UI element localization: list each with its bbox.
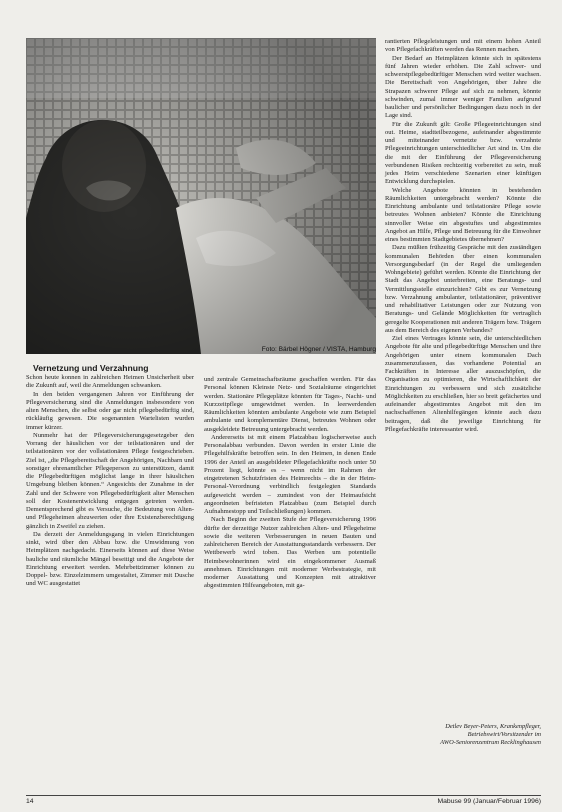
paragraph: Ziel eines Vertrages könnte sein, die unterschiedlichen Angebote für alte und pflegebedürftige Menschen und ihre Angehörigen unter einem kommunalen Dach zusammenzufassen, das vorhandene Potential an Fachkräften in Interesse aller auszuschöpfen, die Organisation zu optimieren, die Wirtschaftlichkeit der Einrichtungen zu verbessern und sich zusätzliche Möglichkeiten zu erschließen, hier so breit gefächertes und aufeinander abgestimmtes Angebot mit den im nachschaffenen Altenhilfegängen könnte auch dazu beitragen, daß die jeweilige Einrichtung für Pflegefachkräfte interessanter wird.	[385, 335, 541, 433]
paragraph: Nunmehr hat der Pflegeversicherungsgesetzgeber den Vorrang der häuslichen vor der teilstationären und der teilstationären vor der vollstationären Pflege festgeschrieben. Ziel ist, „die Pflegebereitschaft der Angehörigen, Nachbarn und sonstiger ehrenamtlicher Pflegeperson zu unterstützen, damit die Pflegebedürftigen möglichst lange in ihrer häuslichen Umgebung bleiben können.“ Angesichts der Zunahme in der Zahl und der Schwere von Pflegebedürftigkeit alter Menschen soll der Kostenentwicklung entgegen getreten werden. Dementsprechend gibt es Versuche, die Bedeutung von Alten- und Pflegeheimen abzuwerten oder ihre Existenzberechtigung gänzlich in Zweifel zu ziehen.	[26, 431, 194, 530]
paragraph: Welche Angebote könnten in bestehenden Räumlichkeiten untergebracht werden? Könnte die Einrichtung ambulante und teilstationäre Pflege sowie betreutes Wohnen anbieten? Könnte die Einrichtung sinnvoller Weise ein abgestuftes und abgestimmtes Angebot an Hilfe, Pflege und Betreuung für die Einwohner eines bestimmten Stadtgebietes übernehmen?	[385, 186, 541, 243]
paragraph: Nach Beginn der zweiten Stufe der Pflegeversicherung 1996 dürfte der derzeitige Nutzer zahlreichen Alten- und Pflegeheime sowie die weiteren Verbesserungen in neuen Bauten und zahlreicheren Bereich der Ausstattungsstandards verbessern. Der Wettbewerb wird toben. Das Werben um potentielle Heimbewohnerinnen wird ein eingekommener Ausmaß annehmen. Einrichtungen mit moderner Werbestrategie, mit moderner Ausstattung und Konzepten mit attraktiver abgestimmten Hilfeangeboten, mit ga-	[204, 516, 376, 590]
photo-credit: Foto: Bärbel Högner / VISTA, Hamburg	[261, 346, 376, 353]
signature-line: Betriebswirt/Vorsitzender im	[467, 731, 541, 738]
signature-line: AWO-Seniorenzentrum Recklinghausen	[440, 739, 541, 746]
issue-info: Mabuse 99 (Januar/Februar 1996)	[437, 798, 541, 805]
paragraph: In den beiden vergangenen Jahren vor Einführung der Pflegeversicherung sind die Anmeldungen insbesondere von alten Menschen, die selbst oder gar nicht pflegebedürftig sind, rückläufig gewesen. Die sogenannten Wartelisten wurden immer kürzer.	[26, 390, 194, 431]
footer-divider	[26, 795, 541, 796]
paragraph: Da derzeit der Anmeldungsgang in vielen Einrichtungen sinkt, wird über den Abbau bzw. die Umwidmung von Heimplätzen nachgedacht. Einerseits können auf diese Weise bauliche und räumliche Mängel beseitigt und die Angebote der Einrichtung erweitert werden. Mehrbettzimmer können zu Doppel- bzw. Einzelzimmern umgestaltet, Zimmer mit Dusche und WC ausgestattet	[26, 530, 194, 588]
section-heading: Vernetzung und Verzahnung	[33, 363, 149, 373]
paragraph: und zentrale Gemeinschaftsräume geschaffen werden. Für das Personal können Kleinste Netz- und Sozialräume eingerichtet werden. Stationäre Pflegeplätze könnten für Tages-, Nacht- und Kurzzeitpflege umgewidmet werden. In leerwerdenden Räumlichkeiten könnten ambulante Angebote wie zum Beispiel ambulante und komplementäre Dienst, betreutes Wohnen oder ausgekleidete Betreuung untergebracht werden.	[204, 376, 376, 433]
article-column-3	[385, 38, 541, 434]
paragraph: Für die Zukunft gilt: Große Pflegeeinrichtungen sind out. Heime, stadtteilbezogene, aufeinander abgestimmte und miteinander vernetzte bzw. verzahnte Pflegeeinrichtungen unterschiedlicher Art sind in. Um die die mit der Einführung der Pflegeversicherung verbundenen Risiken rechtzeitig vorbereitet zu sein, muß jedes Heim verschiedene Szenarien einer künftigen Entwicklung durchspielen.	[385, 120, 541, 186]
article-column-2	[204, 376, 376, 591]
photo-image	[26, 38, 376, 354]
author-signature	[385, 723, 541, 747]
paragraph: Schon heute konnen in zahlreichen Heimen Unsicherheit uber die Zukunft auf, weil die Anmeldungen schwanken.	[26, 374, 194, 390]
paragraph: rantierten Pflegeleistungen und mit einem hohen Anteil von Pflegefachkräften werden das Rennen machen.	[385, 38, 541, 54]
paragraph: Dazu müßten frühzeitig Gespräche mit den zuständigen kommunalen Behörden über einen kommunalen Versorgungsbedarf (in der Regel die umliegenden Wohngebiete) geführt werden. Könnte die Einrichtung der Stadt das Angebot unterbreiten, eine Beratungs- und Vermittlungsstelle einzurichten? Gibt es zur Vernetzung bzw. Verzahnung ambulanter, teilstationärer, präventiver und rehabilitativer Leistungen oder zur Nutzung von Beratungs- und Gelände Möglichkeiten für vertraglich geregelte Kooperationen mit anderen Trägern bzw. Trägern aus dem Bereich des eigenen Verbandes?	[385, 244, 541, 334]
page-number: 14	[26, 798, 34, 805]
article-photo	[26, 38, 376, 354]
paragraph: Andererseits ist mit einem Platzabbau logischerweise auch Personalabbau verbunden. Davon werden in erster Linie die Pflegehilfskräfte betroffen sein. In den Heimen, in denen Ende 1996 der Anteil an ausgebildeter Pflegefachkräfte noch unter 50 Prozent liegt, könnte es – wenn nicht im Rahmen der eingetretenen Schutzfristen des Heimrechts – die in der Heim-Personal-Verordnung verbindlich festgelegten Standards aufgeweicht werden – zumindest von der Heimaufsicht angeordneten befristeten Platzabbau (zum Beispiel durch Aufnahmestopp und Teilschließungen) kommen.	[204, 433, 376, 515]
signature-line: Detlev Beyer-Peters, Krankenpfleger,	[445, 723, 541, 730]
paragraph: Der Bedarf an Heimplätzen könnte sich in spätestens fünf Jahren wieder erhöhen. Die Zahl schwer- und schwerstpflegebedürftiger Menschen wird weiter wachsen. Die Bereitschaft von Angehörigen, über Jahre die Strapazen schwerer Pflege auf sich zu nehmen, könnte schwinden, zumal immer weniger Familien aufgrund baulicher und persönlicher Bedingungen dazu noch in der Lage sind.	[385, 54, 541, 120]
article-column-1	[26, 363, 194, 589]
